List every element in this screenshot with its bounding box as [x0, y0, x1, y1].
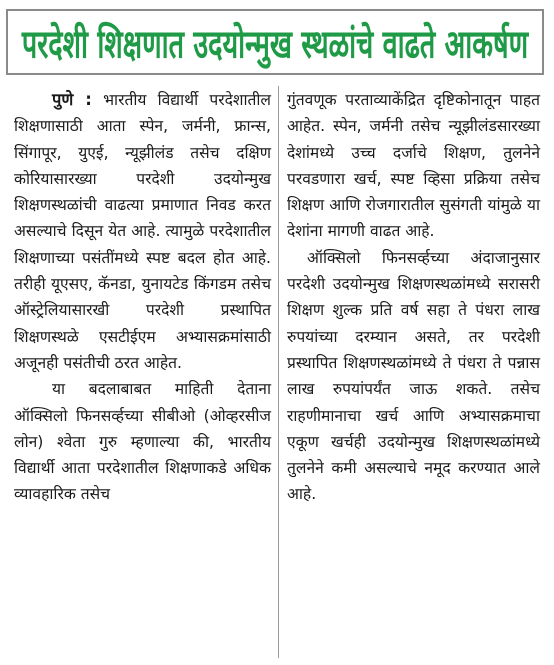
article-paragraph: ऑक्सिलो फिनसर्व्हच्या अंदाजानुसार परदेशी उदयोन्मुख शिक्षणस्थळांमध्ये सरासरी शिक्षण शुल्क प्रति वर्ष सहा ते पंधरा लाख रुपयांच्या दरम्यान असते, तर परदेशी प्रस्थापित शिक्षणस्थळांमध्ये ते पंधरा ते पन्नास लाख रुपयांपर्यंत जाऊ शकते. तसेच राहणीमानाचा खर्च आणि अभ्यासक्रमाचा एकूण खर्चही उदयोन्मुख शिक्षणस्थळांमध्ये तुलनेने कमी असल्याचे नमूद करण्यात आले आहे. [287, 248, 540, 504]
article-column-right [287, 87, 540, 508]
article-paragraph: गुंतवणूक परताव्याकेंद्रित दृष्टिकोनातून पाहत आहेत. स्पेन, जर्मनी तसेच न्यूझीलंडसारख्या देशांमध्ये उच्च दर्जाचे शिक्षण, तुलनेने परवडणारा खर्च, स्पष्ट व्हिसा प्रक्रिया तसेच शिक्षण आणि रोजगारातील सुसंगती यांमुळे या देशांना मागणी वाढत आहे. [287, 91, 540, 241]
dateline: पुणे : [52, 90, 92, 109]
article-paragraph [14, 87, 271, 376]
column-divider [278, 86, 279, 658]
article-paragraph: या बदलाबाबत माहिती देताना ऑक्सिलो फिनसर्व्हच्या सीबीओ (ओव्हरसीज लोन) श्वेता गुरु म्हणाल्या की, भारतीय विद्यार्थी आता परदेशातील शिक्षणाकडे अधिक व्यावहारिक तसेच [14, 380, 271, 504]
paragraph-text: भारतीय विद्यार्थी परदेशातील शिक्षणासाठी आता स्पेन, जर्मनी, फ्रान्स, सिंगापूर, युएई, न्यूझीलंड तसेच दक्षिण कोरियासारख्या परदेशी उदयोन्मुख शिक्षणस्थळांची वाढत्या प्रमाणात निवड करत असल्याचे दिसून येत आहे. त्यामुळे परदेशातील शिक्षणाच्या पसंतींमध्ये स्पष्ट बदल होत आहे. तरीही यूएसए, कॅनडा, युनायटेड किंगडम तसेच ऑस्ट्रेलियासारखी परदेशी प्रस्थापित शिक्षणस्थळे एसटीईएम अभ्यासक्रमांसाठी अजूनही पसंतीची ठरत आहेत. [14, 91, 271, 372]
article-headline: परदेशी शिक्षणात उदयोन्मुख स्थळांचे वाढते आकर्षण [21, 22, 529, 68]
article-column-left [14, 87, 271, 508]
headline-box [6, 9, 544, 75]
